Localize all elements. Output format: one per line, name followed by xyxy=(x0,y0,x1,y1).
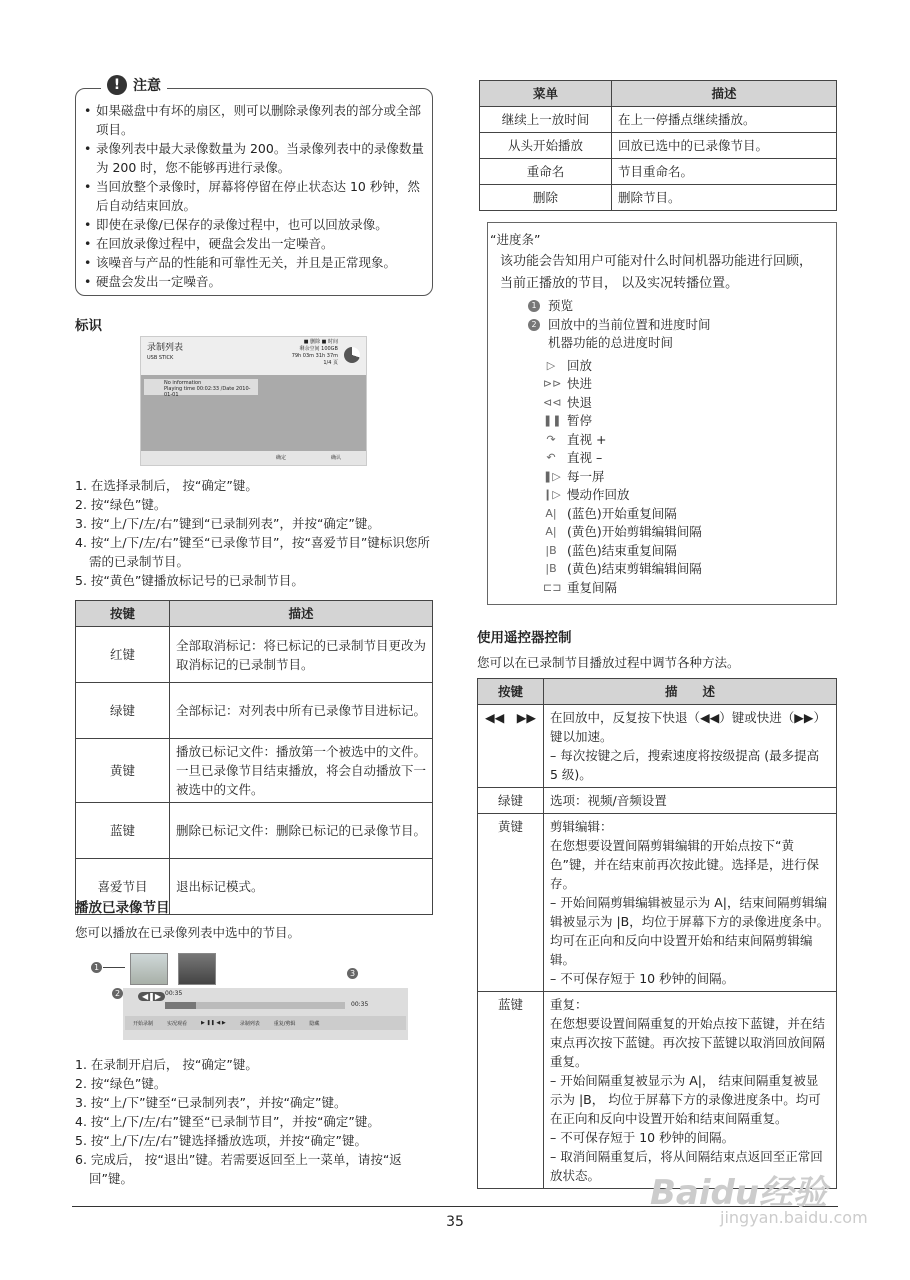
note-item: • 当回放整个录像时，屏幕将停留在停止状态达 10 秒钟，然后自动结束回放。 xyxy=(84,177,424,215)
note-item: • 该噪音与产品的性能和可靠性无关，并且是正常现象。 xyxy=(84,253,424,272)
play-state-icon: ◀❚▶ xyxy=(138,992,165,1001)
table-header-row xyxy=(76,601,433,627)
row-key: 继续上一放时间 xyxy=(480,107,612,133)
screen-hd: 79h 03m xyxy=(291,353,315,359)
row-description: 选项：视频/音频设置 xyxy=(544,788,837,814)
screen-legend: ■ 删除 ■ 时间 xyxy=(303,339,338,345)
screen-btn-confirm: 确认 xyxy=(331,455,342,461)
playback-icon: |B xyxy=(545,543,557,557)
table-row xyxy=(76,803,433,859)
row-key: 黄键 xyxy=(76,739,170,803)
playback-icon: A| xyxy=(545,506,557,520)
icon-legend-label: (蓝色)开始重复间隔 xyxy=(567,505,677,521)
row-description: 回放已选中的已录像节目。 xyxy=(612,133,837,159)
table-row xyxy=(478,992,837,1189)
screen-button-bar xyxy=(141,451,366,465)
total-time: 00:35 xyxy=(351,1001,369,1008)
row-description: 重复： 在您想要设置间隔重复的开始点按下蓝键，并在结束点再次按下蓝键。再次按下蓝键以取消回放间隔重复。 – 开始间隔重复被显示为 A|， 结束间隔重复被显示为 |B， 均位于屏幕下方的录像进度条中。均可在正向和反向中设置开始和结束间隔重复。 – 不可保存短于 10 秒钟的间隔。 – 取消间隔重复后，将从间隔结束点返回至正常回放状态。 xyxy=(544,992,837,1189)
table-header-row xyxy=(480,81,837,107)
playback-icon: ▷ xyxy=(546,358,556,372)
ctrl-start-record: 开始录制 xyxy=(133,1021,154,1027)
icon-legend-label: 每一屏 xyxy=(567,468,605,484)
page-number: 35 xyxy=(446,1214,464,1230)
circle-2-icon: 2 xyxy=(528,319,540,331)
screen-page: 1/4 页 xyxy=(323,360,338,366)
playback-icon: ↶ xyxy=(546,451,556,464)
row-key: 蓝键 xyxy=(76,803,170,859)
playback-icon: ⊏⊐ xyxy=(543,580,562,594)
progress-bar-box xyxy=(487,222,837,605)
icon-legend-item xyxy=(498,375,826,394)
icon-legend xyxy=(498,357,826,598)
icon-legend-item xyxy=(498,431,826,450)
icon-legend-label: 回放 xyxy=(567,357,593,373)
icon-legend-item xyxy=(498,412,826,431)
preview-thumbnail-2 xyxy=(178,953,216,985)
ctrl-list: 录制列表 xyxy=(239,1021,260,1027)
ctrl-hide: 隐藏 xyxy=(309,1021,320,1027)
note-box xyxy=(75,77,433,296)
disk-usage-pie xyxy=(344,347,360,363)
table-header-row xyxy=(478,679,837,705)
progress-desc: 该功能会告知用户可能对什么时间机器功能进行回顾， 当前正播放的节目， 以及实况转播位置。 xyxy=(500,254,813,291)
progress-item-total: 机器功能的总进度时间 xyxy=(548,335,674,350)
row-description: 删除已标记文件：删除已标记的已录像节目。 xyxy=(170,803,433,859)
screen-device: USB STICK xyxy=(147,355,174,361)
icon-legend-item xyxy=(498,560,826,579)
row-description: 全部取消标记：将已标记的已录制节目更改为取消标记的已录制节目。 xyxy=(170,627,433,683)
exclamation-icon: ! xyxy=(107,75,127,95)
column-header: 菜单 xyxy=(480,81,612,107)
table-row xyxy=(478,705,837,788)
screen-sd: 31h 37m xyxy=(315,353,338,359)
watermark-url: jingyan.baidu.com xyxy=(720,1208,868,1227)
note-item: • 如果磁盘中有坏的扇区，则可以删除录像列表的部分或全部项目。 xyxy=(84,101,424,139)
row-key: 红键 xyxy=(76,627,170,683)
row-key: ◀◀ ▶▶ xyxy=(478,705,544,788)
row-description: 在上一停播点继续播放。 xyxy=(612,107,837,133)
playback-icon: ❚❚ xyxy=(543,414,562,427)
step-item: 3. 按“上/下/左/右”键到“已录制列表”，并按“确定”键。 xyxy=(75,516,380,531)
recording-item xyxy=(144,379,258,398)
progress-item-preview: 预览 xyxy=(548,298,574,313)
note-list xyxy=(84,101,424,291)
playback-screenshot xyxy=(75,950,415,1040)
row-description: 剪辑编辑： 在您想要设置间隔剪辑编辑的开始点按下“黄色”键，并在结束前再次按此键。选择是，进行保存。 – 开始间隔剪辑编辑被显示为 A|，结束间隔剪辑编辑被显示为 |B，均位于屏幕下方的录像进度条中。均可在正向和反向中设置开始和结束间隔剪辑编辑。 – 不可保存短于 10 秒钟的间隔。 xyxy=(544,814,837,992)
note-item: • 硬盘会发出一定噪音。 xyxy=(84,272,424,291)
row-key: 从头开始播放 xyxy=(480,133,612,159)
icon-legend-label: 重复间隔 xyxy=(567,579,618,595)
row-key: 蓝键 xyxy=(478,992,544,1189)
ctrl-transport-icons: ▶ ❚❚ ◀ ▶ xyxy=(201,1020,226,1026)
key-table xyxy=(75,600,433,915)
step-item: 1. 在选择录制后， 按“确定”键。 xyxy=(75,478,258,493)
ctrl-repeat: 重复/剪辑 xyxy=(273,1021,296,1027)
step-item: 5. 按“上/下/左/右”键选择播放选项，并按“确定”键。 xyxy=(75,1133,367,1148)
table-row xyxy=(76,627,433,683)
screen-title: 录制列表 xyxy=(147,343,184,353)
icon-legend-label: 暂停 xyxy=(567,413,593,428)
row-description: 节目重命名。 xyxy=(612,159,837,185)
row-key: 重命名 xyxy=(480,159,612,185)
row-description: 退出标记模式。 xyxy=(170,859,433,915)
screen-btn-ok: 确定 xyxy=(276,455,287,461)
screen-space: 剩余空间 100GB xyxy=(299,346,338,352)
icon-legend-label: 快进 xyxy=(567,376,593,391)
table-row xyxy=(480,133,837,159)
row-description: 删除节目。 xyxy=(612,185,837,211)
note-header xyxy=(101,75,167,95)
remote-heading: 使用遥控器控制 xyxy=(477,630,572,646)
row-description: 全部标记：对列表中所有已录像节目进标记。 xyxy=(170,683,433,739)
note-title: 注意 xyxy=(133,78,161,94)
playback-icon: |B xyxy=(545,562,557,575)
table-row xyxy=(480,185,837,211)
row-description: 在回放中，反复按下快退（◀◀）键或快进（▶▶）键以加速。 – 每次按键之后，搜索速度将按级提高 (最多提高 5 级)。 xyxy=(544,705,837,788)
progress-track xyxy=(165,1002,345,1009)
icon-legend-item xyxy=(498,394,826,413)
step-item: 4. 按“上/下/左/右”键至“已录像节目”，按“喜爱节目”键标识您所需的已录制节目。 xyxy=(75,535,430,569)
progress-bar-panel xyxy=(123,988,408,1040)
recording-list-screenshot xyxy=(140,336,367,466)
step-item: 1. 在录制开启后， 按“确定”键。 xyxy=(75,1057,258,1072)
progress-fill xyxy=(165,1002,196,1009)
step-item: 6. 完成后， 按“退出”键。若需要返回至上一菜单，请按“返回”键。 xyxy=(75,1152,402,1186)
callout-2: 2 xyxy=(112,988,123,999)
remote-intro: 您可以在已录制节目播放过程中调节各种方法。 xyxy=(477,655,740,670)
callout-1: 1 xyxy=(91,962,102,973)
icon-legend-item xyxy=(498,542,826,561)
watermark-logo: Baidu经验 xyxy=(650,1173,828,1213)
current-time: 00:35 xyxy=(165,990,183,997)
row-key: 绿键 xyxy=(76,683,170,739)
progress-item-position: 回放中的当前位置和进度时间 xyxy=(548,316,711,332)
callout-3: 3 xyxy=(347,968,358,979)
icon-legend-item xyxy=(498,486,826,505)
column-header: 描述 xyxy=(612,81,837,107)
table-row xyxy=(76,739,433,803)
play-intro: 您可以播放在已录像列表中选中的节目。 xyxy=(75,925,301,940)
table-row xyxy=(478,814,837,992)
mark-heading: 标识 xyxy=(75,318,102,334)
progress-title: “进度条” xyxy=(490,232,541,247)
row-key: 绿键 xyxy=(478,788,544,814)
note-item: • 在回放录像过程中，硬盘会发出一定噪音。 xyxy=(84,234,424,253)
table-row xyxy=(76,683,433,739)
item-playtime: Playing time 00:02:33 /Date 2010-01-01 xyxy=(164,386,251,398)
icon-legend-item xyxy=(498,579,826,598)
mark-steps xyxy=(75,476,435,590)
note-item: • 即使在录像/已保存的录像过程中，也可以回放录像。 xyxy=(84,215,424,234)
table-row xyxy=(480,159,837,185)
playback-icon: ⊳⊳ xyxy=(543,377,562,390)
circle-1-icon: 1 xyxy=(528,300,540,312)
menu-table xyxy=(479,80,837,211)
icon-legend-label: 直视 + xyxy=(567,431,607,447)
table-row xyxy=(478,788,837,814)
play-steps xyxy=(75,1055,435,1188)
icon-legend-item xyxy=(498,357,826,376)
playback-icon: ↷ xyxy=(546,432,556,446)
column-header: 按键 xyxy=(478,679,544,705)
column-header: 描述 xyxy=(170,601,433,627)
step-item: 5. 按“黄色”键播放标记号的已录制节目。 xyxy=(75,573,304,588)
icon-legend-item xyxy=(498,449,826,468)
row-key: 黄键 xyxy=(478,814,544,992)
step-item: 2. 按“绿色”键。 xyxy=(75,497,167,512)
step-item: 2. 按“绿色”键。 xyxy=(75,1076,167,1091)
item-info: No information xyxy=(164,380,202,386)
playback-icon: ❚▷ xyxy=(543,469,561,483)
playback-icon: A| xyxy=(545,525,557,538)
step-item: 4. 按“上/下/左/右”键至“已录制节目”，并按“确定”键。 xyxy=(75,1114,380,1129)
step-item: 3. 按“上/下”键至“已录制列表”，并按“确定”键。 xyxy=(75,1095,347,1110)
icon-legend-item xyxy=(498,505,826,524)
row-key: 删除 xyxy=(480,185,612,211)
table-row xyxy=(480,107,837,133)
icon-legend-label: (黄色)结束剪辑编辑间隔 xyxy=(567,561,702,576)
icon-legend-label: (黄色)开始剪辑编辑间隔 xyxy=(567,524,702,539)
playback-icon: ⊲⊲ xyxy=(543,395,562,409)
icon-legend-label: (蓝色)结束重复间隔 xyxy=(567,542,677,558)
row-key: 喜爱节目 xyxy=(76,859,170,915)
control-bar xyxy=(125,1016,406,1030)
column-header: 描 述 xyxy=(544,679,837,705)
icon-legend-item xyxy=(498,523,826,542)
icon-legend-label: 直视 – xyxy=(567,450,603,465)
icon-legend-item xyxy=(498,468,826,487)
note-item: • 录像列表中最大录像数量为 200。当录像列表中的录像数量为 200 时，您不能够再进行录像。 xyxy=(84,139,424,177)
ctrl-live: 实况观看 xyxy=(167,1021,188,1027)
row-description: 播放已标记文件：播放第一个被选中的文件。一旦已录像节目结束播放，将会自动播放下一被选中的文件。 xyxy=(170,739,433,803)
play-heading: 播放已录像节目 xyxy=(75,900,170,916)
icon-legend-label: 慢动作回放 xyxy=(567,487,630,502)
preview-thumbnail xyxy=(130,953,168,985)
remote-table xyxy=(477,678,837,1189)
column-header: 按键 xyxy=(76,601,170,627)
icon-legend-label: 快退 xyxy=(567,394,593,410)
playback-icon: ❙▷ xyxy=(543,488,561,501)
